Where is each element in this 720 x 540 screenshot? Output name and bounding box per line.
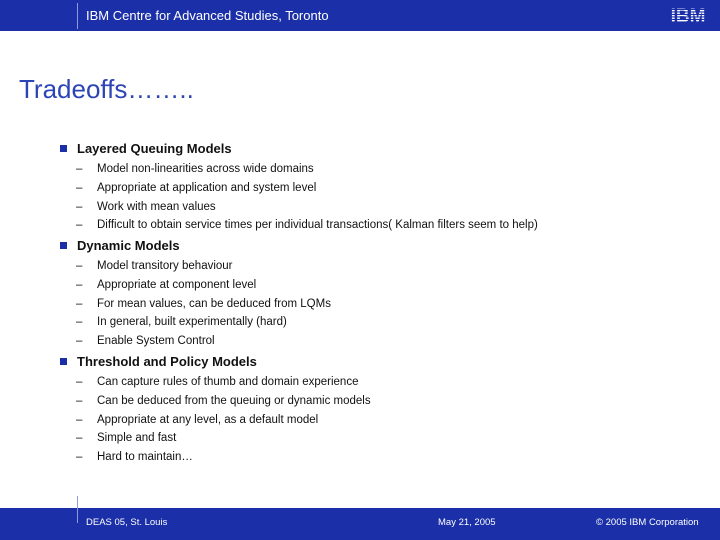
dash-bullet-icon: –: [76, 451, 83, 464]
square-bullet-icon: [60, 242, 67, 249]
list-item: [76, 298, 331, 310]
dash-bullet-icon: –: [76, 413, 83, 426]
section-heading-label: Dynamic Models: [77, 238, 180, 253]
list-item: [76, 335, 215, 347]
footer-date: May 21, 2005: [438, 517, 496, 528]
list-item: [76, 201, 216, 213]
list-item-text: Hard to maintain…: [97, 451, 193, 464]
list-item-text: Model non-linearities across wide domains: [97, 163, 314, 175]
dash-bullet-icon: –: [76, 297, 83, 310]
dash-bullet-icon: –: [76, 181, 83, 194]
dash-bullet-icon: –: [76, 163, 83, 175]
list-item-text: Can be deduced from the queuing or dynamic models: [97, 394, 371, 407]
dash-bullet-icon: –: [76, 335, 83, 348]
square-bullet-icon: [60, 358, 67, 365]
list-item-text: Appropriate at component level: [97, 278, 257, 291]
dash-bullet-icon: –: [76, 260, 83, 272]
list-item-text: Enable System Control: [97, 335, 215, 348]
list-item: [76, 376, 358, 388]
list-item: [76, 163, 314, 175]
dash-bullet-icon: –: [76, 316, 83, 329]
section-heading: [60, 141, 232, 156]
section-heading: [60, 238, 180, 253]
list-item-text: In general, built experimentally (hard): [97, 316, 287, 329]
list-item: [76, 414, 318, 426]
list-item: [76, 395, 371, 407]
list-item-text: Appropriate at application and system level: [97, 181, 317, 194]
list-item-text: Can capture rules of thumb and domain experience: [97, 376, 359, 388]
section-heading-label: Threshold and Policy Models: [77, 354, 257, 369]
dash-bullet-icon: –: [76, 394, 83, 407]
list-item: [76, 219, 538, 231]
header-title: IBM Centre for Advanced Studies, Toronto: [86, 8, 329, 23]
dash-bullet-icon: –: [76, 200, 83, 213]
section-heading: [60, 354, 257, 369]
list-item: [76, 279, 256, 291]
list-item-text: Difficult to obtain service times per individual transactions( Kalman filters seem to help): [97, 219, 538, 232]
dash-bullet-icon: –: [76, 278, 83, 291]
ibm-logo-text: IBM: [670, 6, 706, 25]
footer-copyright: © 2005 IBM Corporation: [596, 517, 699, 528]
dash-bullet-icon: –: [76, 432, 83, 445]
list-item: [76, 432, 176, 444]
dash-bullet-icon: –: [76, 219, 83, 232]
square-bullet-icon: [60, 145, 67, 152]
section-heading-label: Layered Queuing Models: [77, 141, 232, 156]
dash-bullet-icon: –: [76, 376, 83, 388]
footer-divider: [77, 496, 78, 523]
list-item-text: Work with mean values: [97, 200, 216, 213]
list-item-text: Appropriate at any level, as a default model: [97, 413, 319, 426]
list-item-text: Model transitory behaviour: [97, 260, 233, 272]
footer-event: DEAS 05, St. Louis: [86, 517, 168, 528]
list-item: [76, 316, 287, 328]
list-item: [76, 260, 233, 272]
list-item-text: Simple and fast: [97, 432, 177, 445]
list-item-text: For mean values, can be deduced from LQMs: [97, 297, 331, 310]
list-item: [76, 451, 193, 463]
list-item: [76, 182, 316, 194]
slide-title: Tradeoffs……..: [19, 74, 194, 104]
